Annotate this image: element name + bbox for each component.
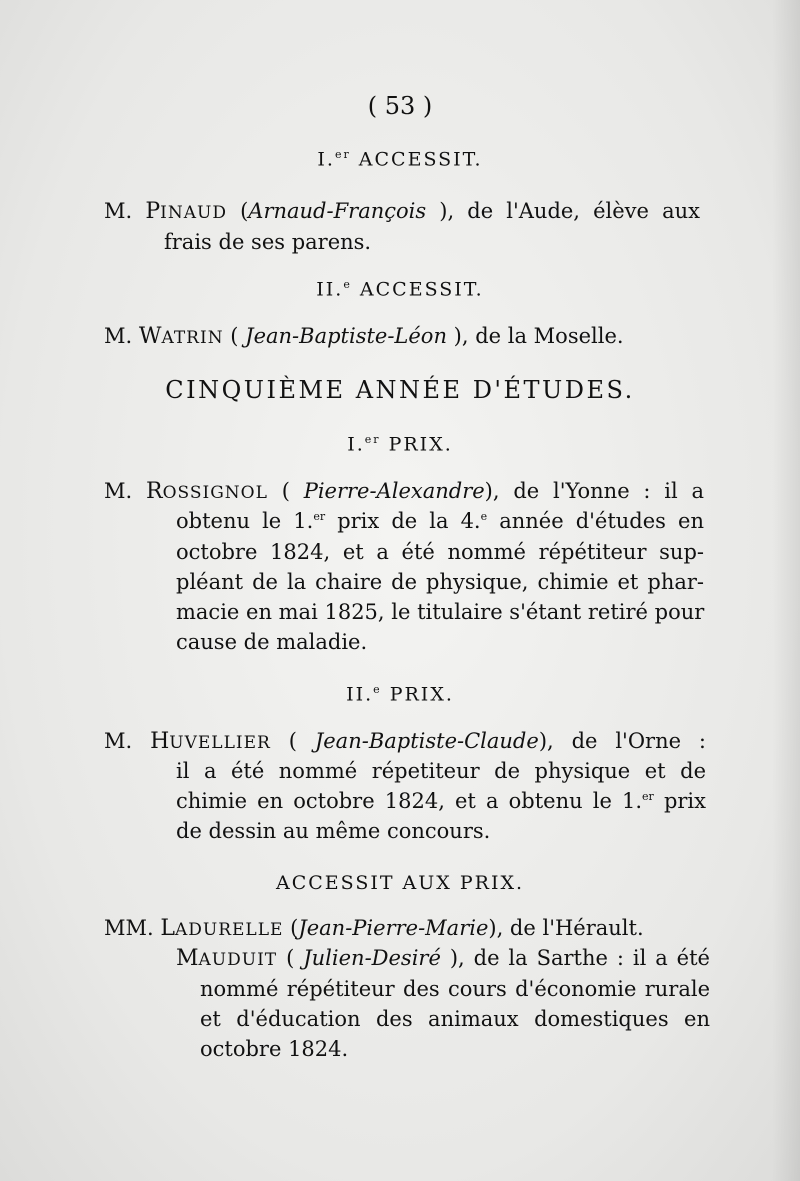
entry-rossignol-line1 [104, 479, 704, 504]
heading-first-accessit [0, 148, 800, 170]
entry-pinaud-line2: frais de ses parens. [164, 230, 372, 254]
heading-word: PRIX. [389, 683, 454, 706]
given-names: Pierre-Alexandre [303, 479, 485, 503]
heading-num: II. [346, 683, 374, 706]
heading-word: PRIX. [388, 433, 453, 456]
given-names: Jean-Baptiste-Léon [245, 324, 447, 348]
entry-details: ), de l'Hérault. [488, 916, 644, 940]
entry-rossignol-line5: macie en mai 1825, le titulaire s'étant retiré pour [176, 600, 705, 624]
name-initial: L [160, 916, 175, 941]
entry-mauduit-line1 [176, 946, 710, 971]
given-names: Jean-Baptiste-Claude [314, 729, 539, 753]
name-rest: AUDUIT [198, 950, 278, 970]
heading-num: I. [347, 433, 365, 456]
name-rest: ADURELLE [174, 920, 284, 940]
entry-huvellier-line2: il a été nommé répetiteur de physique et de [176, 759, 706, 783]
heading-first-prize [0, 433, 800, 455]
heading-second-accessit [0, 278, 800, 300]
name-initial: W [138, 324, 162, 349]
name-rest: OSSIGNOL [162, 483, 268, 503]
entry-pinaud-line1 [104, 199, 700, 224]
paren-open: ( [288, 729, 297, 753]
entry-details: ), de l'Yonne : il a [484, 479, 704, 503]
entry-huvellier-line3 [176, 789, 706, 813]
name-rest: INAUD [160, 203, 227, 223]
section-title: CINQUIÈME ANNÉE D'ÉTUDES. [165, 376, 635, 404]
paren-open: ( [286, 946, 295, 970]
entry-prefix: MM. [104, 916, 154, 940]
line-sup: er [313, 510, 326, 523]
heading-sup: er [364, 433, 381, 446]
heading-sup: e [373, 683, 382, 696]
line-part: obtenu le 1. [176, 509, 314, 533]
entry-details: ), de la Moselle. [453, 324, 624, 348]
entry-prefix: M. [104, 479, 133, 503]
heading-accessit-prizes: ACCESSIT AUX PRIX. [275, 872, 525, 894]
paren-open: ( [240, 199, 249, 223]
name-initial: M [176, 946, 199, 971]
given-names: Arnaud-François [248, 199, 427, 223]
page-number: ( 53 ) [367, 92, 433, 120]
line-part: année d'études en [487, 509, 704, 533]
entry-watrin [104, 324, 624, 349]
paren-open: ( [230, 324, 239, 348]
given-names: Jean-Pierre-Marie [298, 916, 489, 940]
heading-second-prize [0, 683, 800, 705]
entry-prefix: M. [104, 324, 133, 348]
heading-word: ACCESSIT. [358, 148, 483, 171]
heading-sup: er [334, 148, 351, 161]
line-part: prix [653, 789, 706, 813]
name-rest: UVELLIER [169, 733, 271, 753]
entry-details: ), de l'Orne : [538, 729, 706, 753]
entry-huvellier-line4: de dessin au même concours. [176, 819, 491, 843]
heading-num: I. [317, 148, 335, 171]
name-rest: ATRIN [161, 328, 224, 348]
name-initial: R [145, 479, 163, 504]
name-initial: H [150, 729, 170, 754]
entry-rossignol-line3: octobre 1824, et a été nommé répétiteur sup- [176, 540, 704, 564]
paren-open: ( [290, 916, 299, 940]
entry-prefix: M. [104, 729, 133, 753]
entry-rossignol-line2 [176, 509, 704, 533]
entry-details: ), de l'Aude, élève aux [439, 199, 700, 223]
heading-num: II. [316, 278, 344, 301]
entry-rossignol-line6: cause de maladie. [176, 630, 368, 654]
entry-rossignol-line4: pléant de la chaire de physique, chimie et phar- [176, 570, 704, 594]
entry-prefix: M. [104, 199, 133, 223]
entry-mauduit-line4: octobre 1824. [200, 1037, 349, 1061]
paren-open: ( [281, 479, 290, 503]
line-part: chimie en octobre 1824, et a obtenu le [176, 789, 612, 813]
entry-ladurelle [104, 916, 644, 941]
line-part: 1. [622, 789, 643, 813]
line-part: prix de la 4. [325, 509, 481, 533]
given-names: Julien-Desiré [303, 946, 441, 970]
heading-sup: e [343, 278, 352, 291]
name-initial: P [145, 199, 161, 224]
line-sup: er [642, 790, 654, 803]
entry-details: ), de la Sarthe : il a été [449, 946, 710, 970]
entry-huvellier-line1 [104, 729, 706, 754]
entry-mauduit-line3: et d'éducation des animaux domestiques en [200, 1007, 710, 1031]
line-sup: e [480, 510, 488, 523]
entry-mauduit-line2: nommé répétiteur des cours d'économie rurale [200, 977, 710, 1001]
heading-word: ACCESSIT. [359, 278, 484, 301]
